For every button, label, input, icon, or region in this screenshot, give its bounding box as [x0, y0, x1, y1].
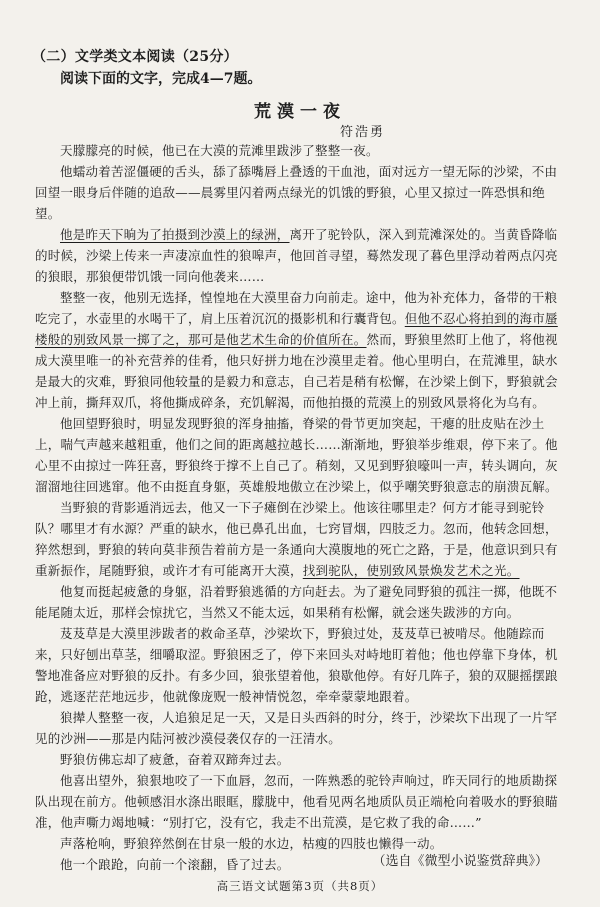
section-heading: （二）文学类文本阅读（25分） — [32, 49, 238, 65]
reading-instruction: 阅读下面的文字，完成4—7题。 — [60, 71, 262, 87]
source-citation: （选自《微型小说鉴赏辞典》） — [372, 854, 548, 869]
paragraph: 他一个踉跄，向前一个滚翻，昏了过去。 — [60, 857, 290, 872]
paragraph: 他复而挺起疲惫的身躯，沿着野狼逃循的方向赶去。为了避免同野狼的孤注一掷，他既不能尾随太近，那样会惊扰它，当然又不能太远，如果稍有松懈，就会迷失跋涉的方向。 — [35, 584, 558, 620]
underlined-sentence: 找到驼队，使别致风景焕发艺术之光。 — [302, 563, 520, 578]
story-body — [35, 140, 565, 875]
paragraph: 野狼仿佛忘却了疲惫，奋着双蹄奔过去。 — [60, 752, 290, 767]
underlined-sentence: 他是昨天下晌为了拍摄到沙漠上的绿洲， — [60, 227, 290, 242]
paragraph: 他回望野狼时，明显发现野狼的浑身抽搐，脊梁的骨节更加突起，干瘪的肚皮贴在沙土上，喘气声越来越粗重，他们之间的距离越拉越长……渐渐地，野狼举步维艰，停下来了。他心里不由掠过一阵狂喜，野狼终于撑不上自己了。稍刻，又见到野狼嚎叫一声，转头调向，灰溜溜地往回逃窜。他不由挺直身躯，英雄般地傲立在沙梁上，似乎嘲笑野狼意志的崩溃瓦解。 — [35, 416, 558, 494]
paragraph: 声落枪响，野狼猝然倒在甘泉一般的水边，枯瘦的四肢也懒得一动。 — [60, 836, 443, 851]
paragraph-text: 整整一夜，他别无选择，惶惶地在大漠里奋力向前走。途中，他为补充体力，备带的干粮吃完了，水壶里的水喝干了，肩上压着沉沉的摄影机和行囊背包。 — [35, 290, 558, 326]
underlined-sentence: 但他不忍心将拍到的海市蜃楼般的别致风景一掷了之，那可是他艺术生命的价值所在。 — [35, 311, 558, 347]
story-title: 荒漠一夜 — [254, 102, 346, 122]
paragraph-text: 当野狼的背影遁消远去，他又一下子瘫倒在沙梁上。他该往哪里走？何方才能寻到驼铃队？哪里才有水源？严重的缺水，他已鼻孔出血，七窍冒烟，四肢乏力。忽而，他转念回想，猝然想到，野狼的转向莫非预告着前方是一条通向大漠腹地的死亡之路，于是，他意识到只有重新振作，尾随野狼，或许才有可能离开大漠， — [35, 500, 558, 578]
paragraph — [35, 287, 565, 413]
story-author: 符浩勇 — [340, 125, 386, 140]
paragraph: 天朦朦亮的时候，他已在大漠的荒滩里跋涉了整整一夜。 — [60, 143, 379, 158]
paragraph — [35, 497, 565, 581]
paragraph: 狼撵人整整一夜，人追狼足足一天，又是日头西斜的时分，终于，沙梁坎下出现了一片罕见的沙洲——那是内陆河被沙漠侵袭仅存的一汪清水。 — [35, 710, 558, 746]
paragraph — [35, 224, 565, 287]
paragraph: 芨芨草是大漠里涉跋者的救命圣草，沙梁坎下，野狼过处，芨芨草已被啃尽。他随踪而来，只好刨出草茎，细嚼取涩。野狼困乏了，停下来回头对峙地盯着他；他也停靠下身体，机警地准备应对野狼的反扑。有多少回，狼张望着他，狼歇他停。有好几阵子，狼的双腿摇摆踉跄，逃逐茫茫地远步，他就像庞贶一般神情悦忽，牵牵蒙蒙地跟着。 — [35, 626, 558, 704]
paragraph: 他喜出望外，狼狠地咬了一下血唇，忽而，一阵熟悉的驼铃声响过，昨天同行的地质勘探队出现在前方。他顿感泪水涤出眼眶，朦胧中，他看见两名地质队员正端枪向着吸水的野狼瞄准，他声嘶力竭地喊：“别打它，没有它，我走不出荒漠，是它救了我的命……” — [35, 773, 558, 830]
paragraph: 他蠕动着苦涩僵硬的舌头，舔了舔嘴唇上叠透的干血池，面对远方一望无际的沙梁，不由回望一眼身后伴随的追敌——晨雾里闪着两点绿光的饥饿的野狼，心里又掠过一阵恐惧和绝望。 — [35, 164, 558, 221]
paragraph-text: 然而，野狼里然盯上他了，将他视成大漠里唯一的补充营养的佳肴，他只好拼力地在沙漠里走着。他心里明白，在荒滩里，缺水是最大的灾难，野狼同他较量的是毅力和意志，自己若是稍有松懈，在沙梁上倒下，野狼就会冲上前，撕拜双爪，将他撕成碎条，充饥解渴，而他拍摄的荒漠上的别致风景将化为乌有。 — [35, 332, 558, 410]
page-footer: 高三语文试题第3页（共8页） — [216, 879, 384, 893]
paragraph-text: 离开了驼铃队，深入到荒滩深处的。当黄昏降临的时候，沙梁上传来一声凄凉血性的狼嗥声，他回首寻望，蓦然发现了暮色里浮动着两点闪亮的狼眼，那狼便带饥饿一同向他袭来…… — [35, 227, 558, 284]
